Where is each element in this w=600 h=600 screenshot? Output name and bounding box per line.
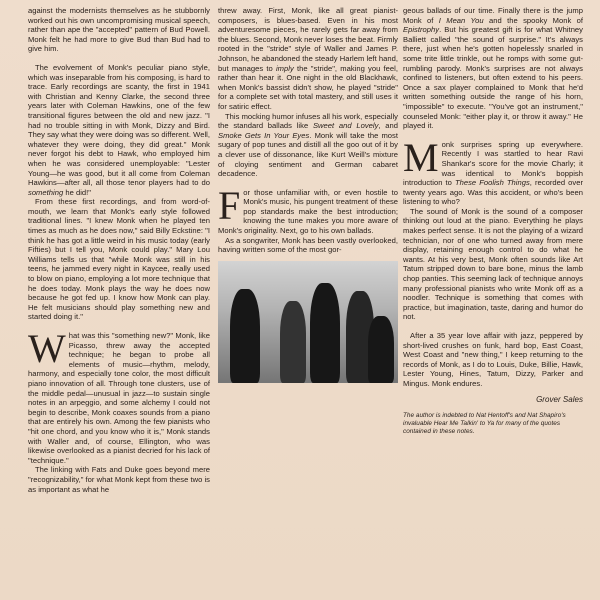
musician-figure — [368, 316, 394, 383]
acknowledgement-note: The author is indebted to Nat Hentoff's and Nat Shapiro's invaluable Hear Me Talkin' to Ya for many of the quotes contained in these notes. — [403, 412, 566, 436]
paragraph: This mocking humor infuses all his work, especially the standard ballads like Sweet and Lovely, and Smoke Gets In Your Eyes. Monk will take the most sugary of pop tunes and distill all the goo out of it by a clever use of dissonance, like Kurt Weill's mixture of cloying sentiment and German cabaret decadence. — [218, 111, 398, 179]
paragraph: geous ballads of our time. Finally there is the jump Monk of I Mean You and the spooky Monk of Epistrophy. But his greatest gift is for what Whitney Balliett called "the sound of surprise." It's always there, just when he's gotten hopelessly snarled in some trite little trinkle, out he romps with some gut-rumbling parody. Monk's surprises are not always confined to listeners, but often extend to his peers. Once a sax player complained to Monk that he'd written something outside the range of his horn, "impossible" to execute. "You've got an instrument," counseled Monk: "either play it, or throw it away." He played it. — [403, 6, 583, 131]
drop-cap: W — [28, 326, 66, 371]
drop-cap: M — [403, 134, 439, 180]
column-right — [403, 6, 583, 436]
column-left — [28, 6, 210, 494]
paragraph: From these first recordings, and from word-of-mouth, we learn that Monk's early style followed traditional lines. "I knew Monk when he played ten times as much as he does now," said Billy Eckstine: "I think he has got a little weird in his music today (early Fifties) but I tell you, Monk could play." Mary Lou Williams tells us that "while Monk was still in his teens, he jammed every night in Kaycee, really used to blow on piano, employing a lot more technique that he does today. Monk plays the way he does now because he got fed up. I know how Monk can play. He felt musicians should play something new and started doing it." — [28, 197, 210, 322]
paragraph: What was this "something new?" Monk, like Picasso, threw away the accepted technique; he began to probe all elements of music—rhythm, melody, harmony, and especially tone color, the most difficult piano innovation of all. Through tone clusters, use of the middle pedal—unusual in jazz—to sustain single notes in an arpeggio, and some alchemy I could not begin to describe, Monk coaxes sounds from a piano that are entirely his own. Among the few pianists who "hit one chord, and you know who it is," Monk stands with Waller and, of course, Ellington, who was likewise overlooked as a pianist decried for his lack of "technique." — [28, 326, 210, 465]
paragraph: After a 35 year love affair with jazz, peppered by short-lived crushes on funk, hard bop, East Coast, West Coast and "new thing," I keep returning to the records of Monk, as I do to Louis, Duke, Billie, Hawk, Lester Young, Hines, Tatum, Dizzy, Parker and Mingus. Monk endures. — [403, 331, 583, 388]
drop-cap: F — [218, 182, 241, 228]
musician-figure — [310, 283, 340, 383]
author-signature: Grover Sales — [536, 394, 583, 404]
paragraph: against the modernists themselves as he stubbornly worked out his own uncompromising musical speech, rather than ape the "accepted" pattern of Bud Powell. Monk felt he had more to give Bud than Bud had to give him. — [28, 6, 210, 54]
column-middle — [218, 6, 398, 383]
paragraph: For those unfamiliar with, or even hostile to Monk's music, his pungent treatment of these pop standards make the best introduction; knowing the tune makes you more aware of Monk's originality. Next, go to his own ballads. — [218, 182, 398, 236]
paragraph: Monk surprises spring up everywhere. Recently I was startled to hear Ravi Shankar's score for the movie Charly; it was identical to Monk's boppish introduction to These Foolish Things, recorded over twenty years ago. Was this accident, or who's been listening to who? — [403, 134, 583, 207]
band-photo — [218, 261, 398, 383]
paragraph: The sound of Monk is the sound of a composer thinking out loud at the piano. Everything he plays makes perfect sense. It is not the playing of a wizard technician, nor of one who turned away from mere display, retaining enough control to do what he wants. At his very best, Monk often sounds like Art Tatum stripped down to bare bone, minus the lamb chop panties. This seeming lack of technique annoys many professional pianists who write Monk off as a noodler. Technique is something that comes with practice, but imagination, taste, daring and humor do not. — [403, 206, 583, 322]
paragraph: The linking with Fats and Duke goes beyond mere "recognizability," for what Monk kept from these two is as important as what he — [28, 465, 210, 494]
paragraph: The evolvement of Monk's peculiar piano style, which was inseparable from his composing, is hard to trace. Early recordings are scanty, the first in 1941 with Christian and Kenny Clarke, the second three years later with Coleman Hawkins, one of the few transitional figures between the old and new jazz. "I had no trouble sitting in with Monk, Dizzy and Bird. They say what they were doing was so different. Well, whatever they were doing, they did great." Monk never forgot his debt to Hawk, who employed him when he was considered unemployable: "Lester Young—he was good, but it all come from Coleman Hawkins—after all, all those tenor players had to do something he did!" — [28, 62, 210, 197]
paragraph: threw away. First, Monk, like all great pianist-composers, is blues-based. Even in his most adventuresome pieces, he rarely gets far away from the blues. Second, Monk never loses the beat. Firmly rooted in the "stride" style of Waller and James P. Johnson, he abandoned the steady Harlem left hand, but manages to imply the "stride", making you feel, rather than hear it. One night in the old Blackhawk, when Monk's bassist didn't show, he played "stride" for a complete set with total mastery, and still uses it for satiric effect. — [218, 6, 399, 111]
musician-figure — [230, 289, 260, 383]
paragraph: As a songwriter, Monk has been vastly overlooked, having written some of the most gor- — [218, 235, 398, 255]
musician-figure — [280, 301, 306, 383]
